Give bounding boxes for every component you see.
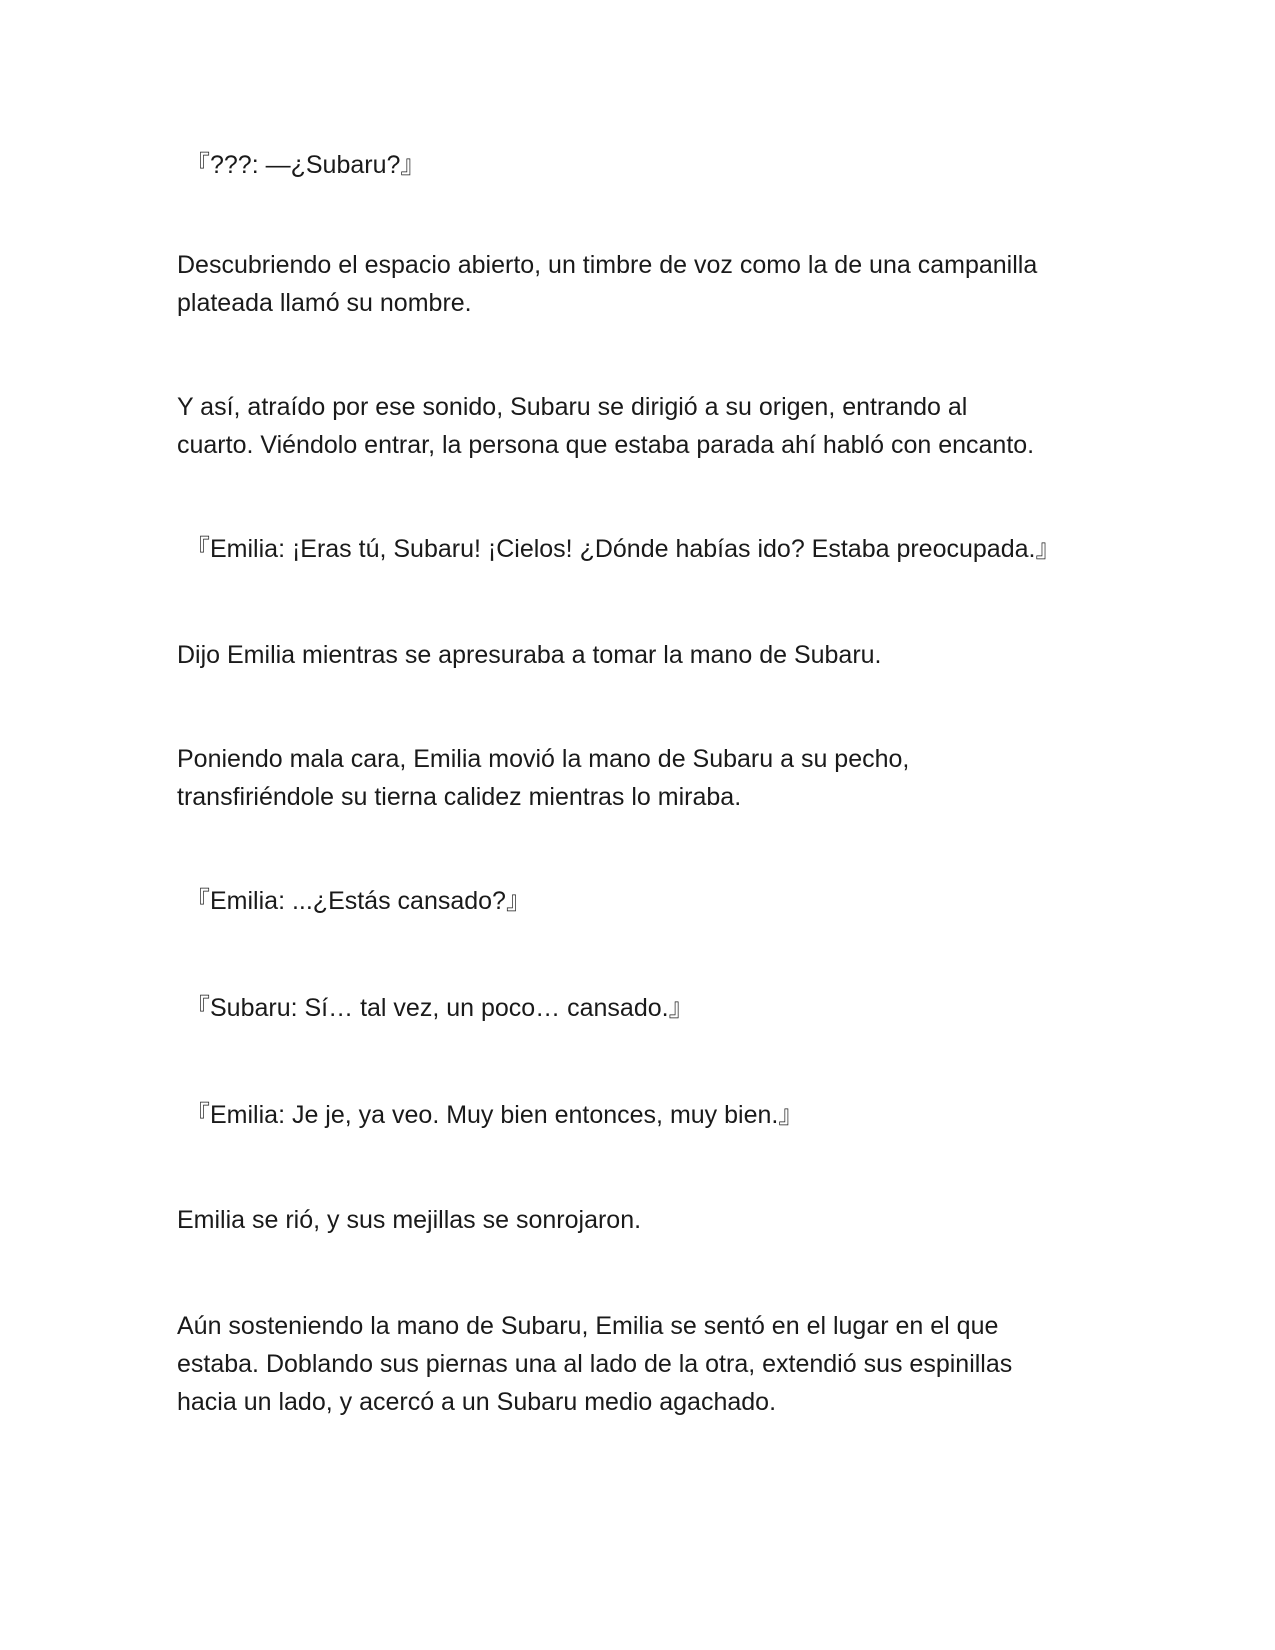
narration-paragraph [177,636,1127,674]
text-line: transfiriéndole su tierna calidez mientras lo miraba. [177,783,742,811]
text-line: Dijo Emilia mientras se apresuraba a tomar la mano de Subaru. [177,641,882,669]
narration-paragraph [177,246,1127,322]
dialogue-line [185,530,1135,568]
text-line: 『Emilia: ...¿Estás cansado?』 [185,887,531,915]
text-line: plateada llamó su nombre. [177,289,472,317]
text-line: 『Subaru: Sí… tal vez, un poco… cansado.』 [185,994,694,1022]
text-line: 『???: —¿Subaru?』 [185,151,426,179]
narration-paragraph [177,1201,1127,1239]
narration-paragraph [177,388,1127,464]
narration-paragraph [177,1307,1127,1421]
text-line: Y así, atraído por ese sonido, Subaru se dirigió a su origen, entrando al [177,393,968,421]
dialogue-line [185,989,1135,1027]
text-line: 『Emilia: Je je, ya veo. Muy bien entonces, muy bien.』 [185,1101,804,1129]
text-line: Descubriendo el espacio abierto, un timbre de voz como la de una campanilla [177,251,1038,279]
dialogue-line [185,146,1135,184]
dialogue-line [185,882,1135,920]
dialogue-line [185,1096,1135,1134]
text-line: Emilia se rió, y sus mejillas se sonrojaron. [177,1206,642,1234]
text-line: Aún sosteniendo la mano de Subaru, Emilia se sentó en el lugar en el que [177,1312,999,1340]
text-line: hacia un lado, y acercó a un Subaru medio agachado. [177,1388,777,1416]
text-line: estaba. Doblando sus piernas una al lado de la otra, extendió sus espinillas [177,1350,1013,1378]
narration-paragraph [177,740,1127,816]
text-line: cuarto. Viéndolo entrar, la persona que estaba parada ahí habló con encanto. [177,431,1035,459]
text-line: Poniendo mala cara, Emilia movió la mano de Subaru a su pecho, [177,745,910,773]
text-line: 『Emilia: ¡Eras tú, Subaru! ¡Cielos! ¿Dónde habías ido? Estaba preocupada.』 [185,535,1061,563]
